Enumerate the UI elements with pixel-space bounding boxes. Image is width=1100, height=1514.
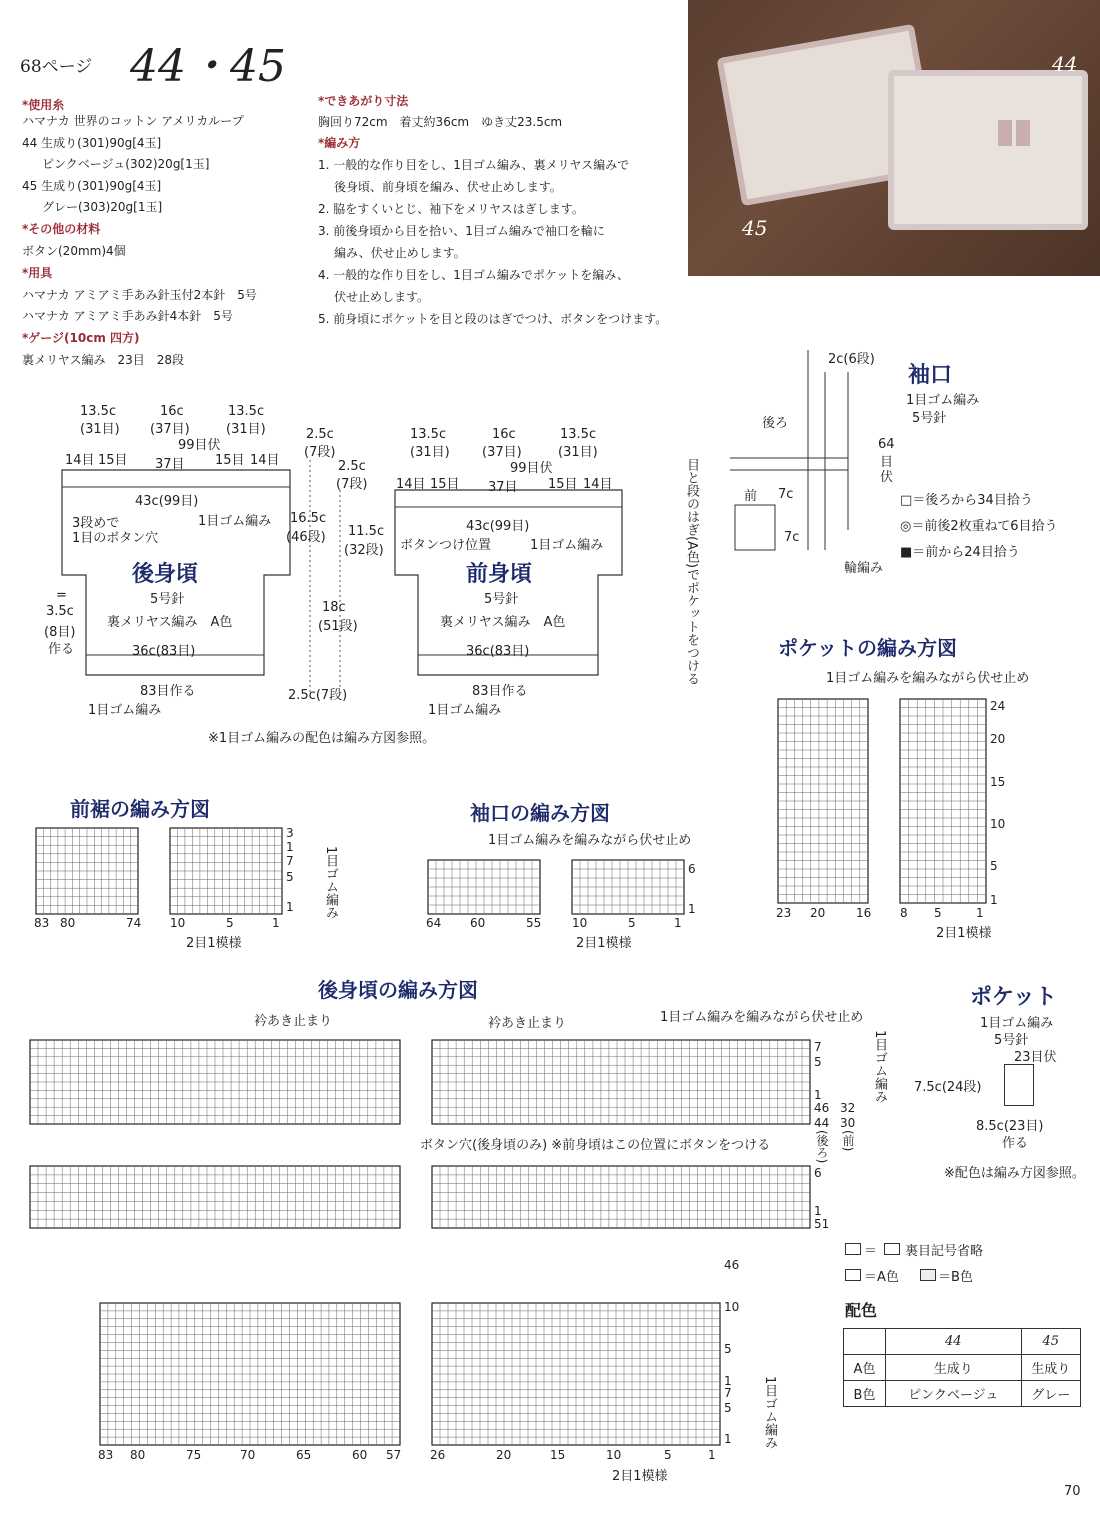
rib-label: 1目ゴム編み — [88, 703, 162, 718]
back-mark: (後ろ) — [815, 1130, 829, 1164]
back-chart-title: 後身頃の編み方図 — [318, 978, 478, 1002]
row-label: 1 — [286, 900, 294, 914]
width-label: 36c(83目) — [466, 644, 530, 659]
dim-label: 18c — [322, 600, 346, 615]
method-step: 4. 一般的な作り目をし、1目ゴム編みでポケットを編み、 — [318, 268, 630, 282]
row-label: 1 — [724, 1374, 732, 1388]
color-table — [843, 1328, 1081, 1407]
side-dim: 作る — [48, 642, 75, 657]
pocket-note: ※配色は編み方図参照。 — [944, 1166, 1085, 1181]
row-label: 20 — [990, 732, 1006, 746]
chart-grid — [30, 1166, 400, 1228]
page-number: 70 — [1064, 1484, 1081, 1499]
buttonhole-note: 1目のボタン穴 — [72, 531, 159, 546]
yarn-heading: *使用糸 — [22, 98, 65, 112]
col-label: 64 — [426, 916, 442, 930]
width-label: 36c(83目) — [132, 644, 196, 659]
row-label: 32 — [840, 1101, 856, 1115]
dim-label: 2.5c — [306, 427, 334, 442]
pocket-image — [998, 120, 1012, 146]
bind-off-label: 99目伏 — [510, 461, 553, 476]
col-label: 5 — [934, 906, 942, 920]
repeat-label: 2目1模様 — [576, 936, 632, 951]
repeat-label: 2目1模様 — [186, 936, 242, 951]
pocket-attach-note: 目と段のはぎ(A色)でポケットをつける — [684, 458, 699, 686]
col-label: 10 — [170, 916, 186, 930]
legend-swatch — [884, 1243, 900, 1255]
sweater-45-image — [888, 70, 1088, 230]
legend-swatch — [845, 1243, 861, 1255]
row-label: 5 — [724, 1342, 732, 1356]
cuff-needle: 5号針 — [912, 411, 947, 426]
row-label: 1 — [688, 902, 696, 916]
col-label: 10 — [572, 916, 588, 930]
front-body-title: 前身頃 — [466, 562, 533, 587]
chart-grid — [100, 1303, 400, 1445]
page-ref: 68ページ — [20, 57, 93, 77]
rib-label: 1目ゴム編み — [323, 846, 338, 920]
rib-label: 1目ゴム編み — [762, 1376, 777, 1450]
stitch-label: 裏メリヤス編み A色 — [440, 615, 566, 630]
dim-label: 13.5c — [560, 427, 597, 442]
stitch-count: 14目 — [65, 453, 95, 468]
col-label: 65 — [296, 1448, 312, 1462]
stitch-count: 37目 — [488, 480, 518, 495]
button-position-note: ボタンつけ位置 — [400, 538, 492, 553]
col-label: 1 — [674, 916, 682, 930]
table-cell — [844, 1329, 886, 1355]
back-chart-note: 1目ゴム編みを編みながら伏せ止め — [660, 1010, 864, 1025]
width-label: 43c(99目) — [135, 494, 199, 509]
photo-label-44: 44 — [1052, 52, 1078, 76]
dim-label: 11.5c — [348, 524, 385, 539]
gauge-heading: *ゲージ(10cm 四方) — [22, 331, 140, 345]
row-label: 5 — [286, 870, 294, 884]
row-label: 5 — [724, 1401, 732, 1415]
row-label: 1 — [724, 1432, 732, 1446]
pocket-chart-note: 1目ゴム編みを編みながら伏せ止め — [826, 671, 1030, 686]
pocket-cast: 作る — [1002, 1136, 1029, 1151]
cast-on-label: 83目作る — [140, 684, 196, 699]
rib-label: 1目ゴム編み — [198, 514, 272, 529]
col-label: 60 — [470, 916, 486, 930]
col-label: 23 — [776, 906, 792, 920]
col-label: 75 — [186, 1448, 202, 1462]
round-knit-label: 輪編み — [844, 561, 884, 576]
table-header: 45 — [1021, 1329, 1080, 1355]
stitch-count: 37目 — [155, 457, 185, 472]
dim-label: 13.5c — [80, 404, 117, 419]
dim-label: (51段) — [318, 619, 358, 634]
method-step: 1. 一般的な作り目をし、1目ゴム編み、裏メリヤス編みで — [318, 158, 630, 172]
row-label: 3 — [286, 826, 294, 840]
dim-label: (37目) — [150, 422, 190, 437]
rib-color-note: ※1目ゴム編みの配色は編み方図参照。 — [208, 731, 436, 746]
table-cell: A色 — [844, 1355, 886, 1381]
row-label: 51 — [814, 1217, 830, 1231]
table-cell: 生成り — [886, 1355, 1022, 1381]
col-label: 5 — [226, 916, 234, 930]
col-label: 1 — [272, 916, 280, 930]
col-label: 83 — [34, 916, 50, 930]
table-row — [844, 1355, 1081, 1381]
cuff-legend: ◎＝前後2枚重ねて6目拾う — [900, 519, 1058, 534]
cuff-front-label: 前 — [744, 489, 758, 504]
legend-swatch-b — [920, 1269, 936, 1281]
legend-text: 裏目記号省略 — [905, 1244, 984, 1259]
legend-text: ＝A色 — [864, 1270, 899, 1285]
needle-label: 5号針 — [150, 592, 185, 607]
cuff-title: 袖口 — [908, 363, 953, 388]
method-step: 3. 前後身頃から目を拾い、1目ゴム編みで袖口を輪に — [318, 224, 605, 238]
row-label: 1 — [814, 1204, 822, 1218]
cuff-legend: □＝後ろから34目拾う — [900, 493, 1033, 508]
cuff-chart-note: 1目ゴム編みを編みながら伏せ止め — [488, 833, 692, 848]
table-cell: グレー — [1021, 1381, 1080, 1407]
method-step: 2. 脇をすくいとじ、袖下をメリヤスはぎします。 — [318, 202, 584, 216]
legend-swatch-a — [845, 1269, 861, 1281]
col-label: 60 — [352, 1448, 368, 1462]
stitch-count: 14目 — [396, 477, 426, 492]
product-photo — [688, 0, 1100, 276]
col-label: 15 — [550, 1448, 566, 1462]
chart-grid — [432, 1166, 810, 1228]
row-label: 1 — [286, 840, 294, 854]
photo-label-45: 45 — [742, 216, 768, 240]
dim-label: (7段) — [304, 445, 336, 460]
row-label: 46 — [724, 1258, 740, 1272]
chart-grid — [900, 699, 986, 903]
cuff-chart-title: 袖口の編み方図 — [470, 801, 610, 825]
back-body-title: 後身頃 — [132, 562, 199, 587]
dim-label: 2.5c — [338, 459, 366, 474]
hem-chart-title: 前裾の編み方図 — [70, 797, 210, 821]
table-cell: B色 — [844, 1381, 886, 1407]
col-label: 20 — [810, 906, 826, 920]
stitch-count: 15目 — [215, 453, 245, 468]
table-cell: ピンクベージュ — [886, 1381, 1022, 1407]
pocket-chart-title: ポケットの編み方図 — [778, 636, 957, 660]
front-mark: (前) — [841, 1130, 855, 1152]
gauge-value: 裏メリヤス編み 23目 28段 — [22, 353, 185, 367]
row-label: 1 — [814, 1088, 822, 1102]
cuff-rib: 1目ゴム編み — [906, 393, 980, 408]
cuff-top-dim: 2c(6段) — [828, 352, 875, 367]
stitch-label: 裏メリヤス編み A色 — [107, 615, 233, 630]
col-label: 55 — [526, 916, 542, 930]
col-label: 5 — [664, 1448, 672, 1462]
method-step: 伏せ止めします。 — [334, 290, 430, 304]
finished-sizes: 胸回り72cm 着丈約36cm ゆき丈23.5cm — [318, 115, 563, 129]
chart-grid — [170, 828, 282, 914]
col-label: 8 — [900, 906, 908, 920]
stitch-count: 15目 — [430, 477, 460, 492]
cast-on-label: 83目作る — [472, 684, 528, 699]
row-label: 46 — [814, 1101, 830, 1115]
col-label: 70 — [240, 1448, 256, 1462]
dim-label: 2.5c(7段) — [288, 688, 348, 703]
rib-label: 1目ゴム編み — [530, 538, 604, 553]
pocket-shape — [1004, 1064, 1034, 1106]
dim-label: (31目) — [410, 445, 450, 460]
table-row — [844, 1329, 1081, 1355]
row-label: 30 — [840, 1116, 856, 1130]
col-label: 1 — [708, 1448, 716, 1462]
col-label: 80 — [60, 916, 76, 930]
legend-text: ＝B色 — [938, 1270, 973, 1285]
chart-grid — [432, 1040, 810, 1124]
cuff-dim: 7c — [784, 530, 800, 545]
col-label: 10 — [606, 1448, 622, 1462]
yarn-45-b: グレー(303)20g[1玉] — [42, 200, 163, 214]
pocket-rib: 1目ゴム編み — [980, 1016, 1054, 1031]
stitch-count: 15目 — [98, 453, 128, 468]
buttonhole-note: 3段めで — [72, 516, 120, 531]
other-heading: *その他の材料 — [22, 222, 101, 236]
row-label: 7 — [814, 1040, 822, 1054]
yarn-44-a: 44 生成り(301)90g[4玉] — [22, 136, 162, 150]
cuff-stitches-unit: 目 — [880, 455, 894, 470]
rib-label: 1目ゴム編み — [428, 703, 502, 718]
table-header: 44 — [886, 1329, 1022, 1355]
row-label: 5 — [814, 1055, 822, 1069]
method-step: 5. 前身頃にポケットを目と段のはぎでつけ、ボタンをつけます。 — [318, 312, 668, 326]
side-dim: (8目) — [44, 625, 76, 640]
side-dim: 3.5c — [46, 604, 74, 619]
neck-label: 衿あき止まり — [254, 1014, 333, 1029]
dim-label: (7段) — [336, 477, 368, 492]
pocket-needle: 5号針 — [994, 1033, 1029, 1048]
dim-label: (31目) — [80, 422, 120, 437]
rib-label: 1目ゴム編み — [872, 1030, 887, 1104]
chart-grid — [778, 699, 868, 903]
dim-label: 16c — [160, 404, 184, 419]
width-label: 43c(99目) — [466, 519, 530, 534]
other-materials: ボタン(20mm)4個 — [22, 244, 126, 258]
repeat-label: 2目1模様 — [936, 926, 992, 941]
dim-label: (31目) — [558, 445, 598, 460]
row-label: 6 — [688, 862, 696, 876]
yarn-45-a: 45 生成り(301)90g[4玉] — [22, 179, 162, 193]
dim-label: (37目) — [482, 445, 522, 460]
tools-heading: *用具 — [22, 266, 53, 280]
chart-grid — [36, 828, 138, 914]
row-label: 10 — [990, 817, 1006, 831]
chart-grid — [30, 1040, 400, 1124]
needle-label: 5号針 — [484, 592, 519, 607]
col-label: 80 — [130, 1448, 146, 1462]
col-label: 16 — [856, 906, 872, 920]
pocket-height: 7.5c(24段) — [914, 1080, 982, 1095]
row-label: 1 — [990, 893, 998, 907]
cuff-back-label: 後ろ — [762, 416, 789, 431]
stitch-count: 14目 — [250, 453, 280, 468]
legend-eq: ＝ — [864, 1244, 878, 1259]
dim-label: 16c — [492, 427, 516, 442]
chart-grid — [432, 1303, 720, 1445]
tool-1: ハマナカ アミアミ手あみ針玉付2本針 5号 — [22, 288, 257, 302]
pocket-width: 8.5c(23目) — [976, 1119, 1044, 1134]
method-step: 編み、伏せ止めします。 — [334, 246, 466, 260]
col-label: 57 — [386, 1448, 402, 1462]
pocket-image — [1016, 120, 1030, 146]
tool-2: ハマナカ アミアミ手あみ針4本針 5号 — [22, 309, 233, 323]
dim-label: (32段) — [344, 543, 384, 558]
side-eq: = — [56, 588, 67, 603]
dim-label: (31目) — [226, 422, 266, 437]
col-label: 20 — [496, 1448, 512, 1462]
col-label: 1 — [976, 906, 984, 920]
dim-label: (46段) — [286, 530, 326, 545]
method-heading: *編み方 — [318, 136, 361, 150]
cuff-stitches: 64 — [878, 437, 895, 452]
row-label: 15 — [990, 775, 1006, 789]
chart-grid — [572, 860, 684, 914]
page-title: 44・45 — [130, 41, 286, 92]
table-cell: 生成り — [1021, 1355, 1080, 1381]
stitch-count: 15目 — [548, 477, 578, 492]
chart-grid — [428, 860, 540, 914]
row-label: 24 — [990, 699, 1006, 713]
yarn-brand: ハマナカ 世界のコットン アメリカループ — [22, 114, 244, 128]
dim-label: 13.5c — [410, 427, 447, 442]
color-table-title: 配色 — [845, 1301, 878, 1320]
pocket-title: ポケット — [970, 985, 1057, 1010]
repeat-label: 2目1模様 — [612, 1469, 668, 1484]
row-label: 7 — [286, 854, 294, 868]
row-label: 6 — [814, 1166, 822, 1180]
buttonhole-note: ボタン穴(後身頃のみ) ※前身頃はこの位置にボタンをつける — [420, 1138, 771, 1153]
dim-label: 16.5c — [290, 511, 327, 526]
col-label: 26 — [430, 1448, 446, 1462]
row-label: 10 — [724, 1300, 740, 1314]
cuff-bindoff-unit: 伏 — [880, 470, 894, 485]
bind-off-label: 99目伏 — [178, 438, 221, 453]
cuff-legend: ■＝前から24目拾う — [900, 545, 1020, 560]
col-label: 74 — [126, 916, 142, 930]
row-label: 7 — [724, 1386, 732, 1400]
dim-label: 13.5c — [228, 404, 265, 419]
yarn-44-b: ピンクベージュ(302)20g[1玉] — [42, 157, 210, 171]
cuff-dim: 7c — [778, 487, 794, 502]
col-label: 5 — [628, 916, 636, 930]
finished-heading: *できあがり寸法 — [318, 94, 409, 108]
col-label: 83 — [98, 1448, 114, 1462]
method-step: 後身頃、前身頃を編み、伏せ止めします。 — [334, 180, 562, 194]
table-row — [844, 1381, 1081, 1407]
stitch-count: 14目 — [583, 477, 613, 492]
row-label: 44 — [814, 1116, 830, 1130]
neck-label: 衿あき止まり — [488, 1016, 567, 1031]
pocket-bindoff: 23目伏 — [1014, 1050, 1057, 1065]
row-label: 5 — [990, 859, 998, 873]
